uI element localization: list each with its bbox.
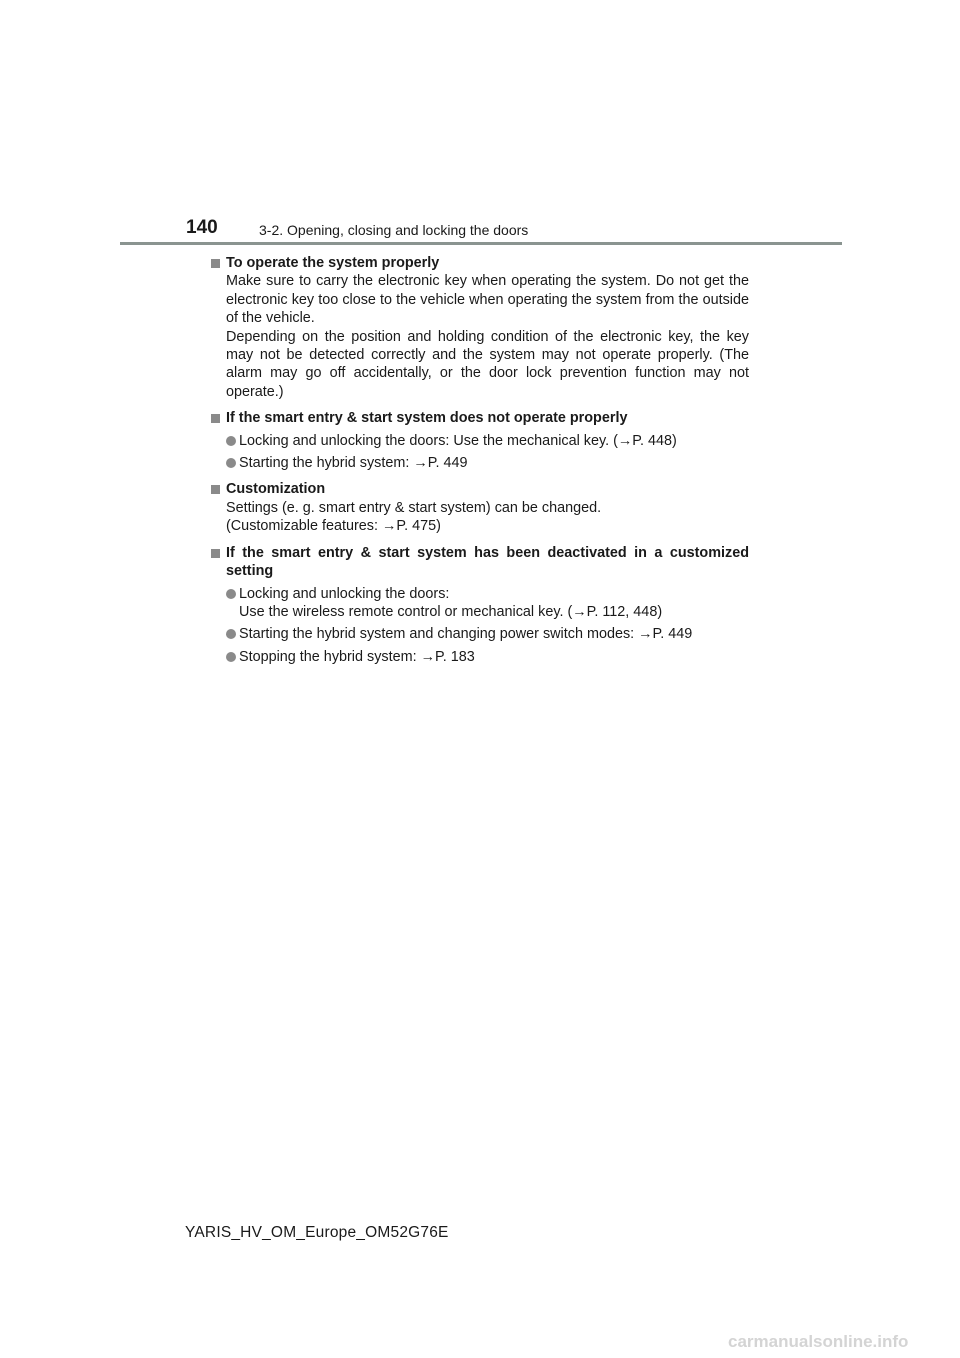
square-bullet-icon xyxy=(211,414,220,423)
list-item xyxy=(209,432,749,450)
paragraph: Make sure to carry the electronic key when operating the system. Do not get the electronic key too close to the vehicle when operating the system from the outside of the vehicle. xyxy=(226,273,749,327)
paragraph: Settings (e. g. smart entry & start system) can be changed. xyxy=(226,499,602,516)
round-bullet-icon xyxy=(226,589,236,599)
section-heading-text: To operate the system properly xyxy=(226,255,440,271)
section-block xyxy=(209,254,749,401)
section-heading xyxy=(209,544,749,581)
section-heading xyxy=(209,409,749,427)
section-title: 3-2. Opening, closing and locking the doors xyxy=(259,222,529,238)
section-heading-text: Customization xyxy=(226,481,326,498)
square-bullet-icon xyxy=(211,485,220,494)
section-block xyxy=(209,544,749,666)
list-item-text: Use the wireless remote control or mechanical key. (→P. 112, 448) xyxy=(239,603,663,620)
round-bullet-icon xyxy=(226,458,236,468)
watermark: carmanualsonline.info xyxy=(728,1332,909,1351)
square-bullet-icon xyxy=(211,549,220,558)
header-rule xyxy=(120,242,842,245)
list-item xyxy=(209,625,749,643)
list-item-text: Starting the hybrid system and changing power switch modes: →P. 449 xyxy=(239,626,693,643)
section-heading xyxy=(209,480,749,498)
list-item-text: Locking and unlocking the doors: xyxy=(239,585,450,602)
paragraph: (Customizable features: →P. 475) xyxy=(226,518,441,535)
list-item-text: Stopping the hybrid system: →P. 183 xyxy=(239,648,475,665)
page-header xyxy=(120,216,842,246)
round-bullet-icon xyxy=(226,629,236,639)
paragraph: Depending on the position and holding condition of the electronic key, the key may not be detected correctly and the system may not operate properly. (The alarm may go off accidentally, or the door lock prevention function may not operate.) xyxy=(226,328,749,400)
section-block xyxy=(209,480,749,535)
footer-doc-id: YARIS_HV_OM_Europe_OM52G76E xyxy=(185,1224,449,1241)
list-item xyxy=(209,648,749,666)
square-bullet-icon xyxy=(211,259,220,268)
list-item-text: Starting the hybrid system: →P. 449 xyxy=(239,455,468,472)
section-heading-text: If the smart entry & start system has been deactivated in a customized setting xyxy=(226,544,749,580)
section-heading xyxy=(209,254,749,272)
content-body xyxy=(209,254,749,666)
page-number: 140 xyxy=(186,217,218,238)
section-heading-text: If the smart entry & start system does not operate properly xyxy=(226,410,628,427)
list-item xyxy=(209,454,749,472)
round-bullet-icon xyxy=(226,652,236,662)
list-item-text: Locking and unlocking the doors: Use the mechanical key. (→P. 448) xyxy=(239,432,677,449)
round-bullet-icon xyxy=(226,436,236,446)
section-block xyxy=(209,409,749,472)
list-item xyxy=(209,585,749,622)
